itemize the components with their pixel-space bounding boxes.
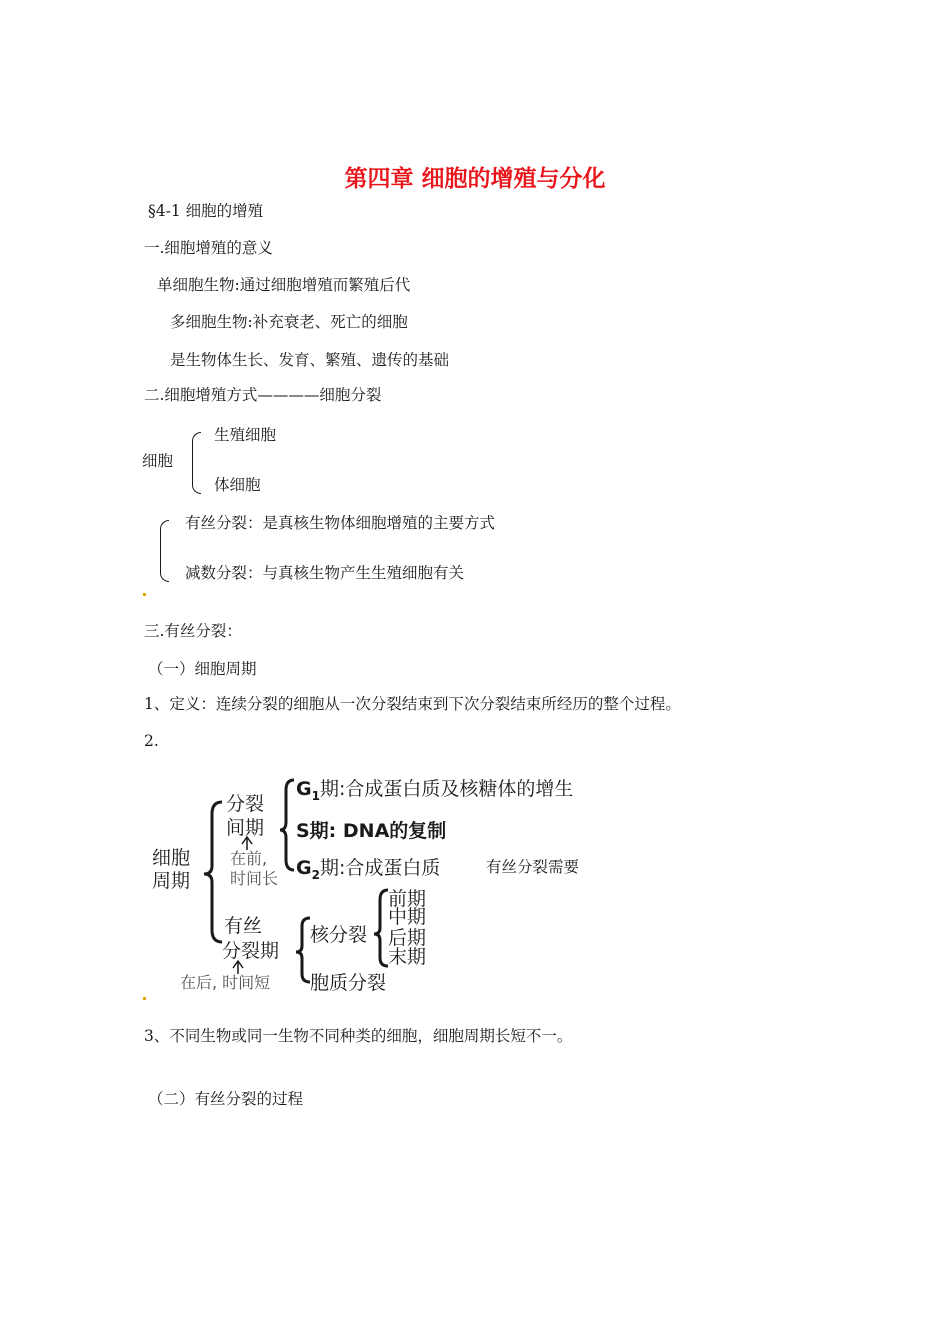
interphase-brace — [280, 780, 294, 870]
phase-prophase: 前期 — [388, 888, 427, 910]
cell-cycle-diagram — [140, 760, 620, 1000]
heading-significance: 一.细胞增殖的意义 — [144, 239, 273, 257]
diagram-root-line1: 细胞 — [152, 847, 191, 869]
cytokinesis-label: 胞质分裂 — [310, 972, 387, 994]
heading-method: 二.细胞增殖方式————细胞分裂 — [144, 386, 382, 404]
cell-root-label: 细胞 — [142, 452, 174, 470]
cell-branch-somatic: 体细胞 — [214, 476, 261, 494]
mitosis-line1: 有丝 — [224, 915, 263, 937]
cell-brace — [192, 432, 201, 494]
g1-label: $G_1$期:合成蛋白质及核糖体的增生 — [296, 778, 574, 803]
mitosis-brace — [296, 918, 310, 982]
side-note: 有丝分裂需要 — [486, 858, 580, 876]
s-phase-label: S期: DNA的复制 — [296, 820, 447, 842]
interphase-line2: 间期 — [226, 817, 265, 839]
phase-telophase: 末期 — [388, 946, 427, 968]
g2-label: $G_2$期:合成蛋白质 — [296, 857, 441, 882]
diagram-root-line2: 周期 — [152, 870, 191, 892]
section-heading: §4-1 细胞的增殖 — [148, 202, 264, 220]
division-brace — [160, 520, 169, 582]
marker-dot — [143, 593, 146, 596]
phase-metaphase: 中期 — [388, 906, 427, 928]
interphase-line1: 分裂 — [226, 793, 265, 815]
heading-mitosis: 三.有丝分裂： — [144, 622, 242, 640]
chapter-title: 第四章 细胞的增殖与分化 — [344, 166, 606, 192]
phases-brace — [374, 890, 388, 966]
diagram-main-brace — [204, 802, 222, 942]
mitosis-note: 在后, 时间短 — [180, 973, 271, 992]
division-mitosis: 有丝分裂：是真核生物体细胞增殖的主要方式 — [185, 514, 496, 532]
subheading-process: （二）有丝分裂的过程 — [148, 1090, 304, 1108]
definition-text: 1、定义：连续分裂的细胞从一次分裂结束到下次分裂结束所经历的整个过程。 — [144, 695, 681, 713]
text-cycle-length: 3、不同生物或同一生物不同种类的细胞，细胞周期长短不一。 — [144, 1027, 573, 1045]
item-number-2: 2. — [144, 732, 159, 750]
subheading-cell-cycle: （一）细胞周期 — [148, 660, 257, 678]
text-basis: 是生物体生长、发育、繁殖、遗传的基础 — [170, 351, 450, 369]
phase-anaphase: 后期 — [388, 927, 427, 949]
marker-dot-2 — [143, 997, 146, 1000]
mitosis-line2: 分裂期 — [222, 940, 280, 962]
interphase-note-line1: 在前, — [230, 849, 268, 868]
text-unicellular: 单细胞生物:通过细胞增殖而繁殖后代 — [157, 276, 411, 294]
cell-branch-germ: 生殖细胞 — [214, 426, 277, 444]
nuclear-division-label: 核分裂 — [310, 924, 368, 946]
division-meiosis: 减数分裂：与真核生物产生生殖细胞有关 — [185, 564, 465, 582]
text-multicellular: 多细胞生物:补充衰老、死亡的细胞 — [170, 313, 408, 331]
interphase-note-line2: 时间长 — [230, 869, 279, 888]
